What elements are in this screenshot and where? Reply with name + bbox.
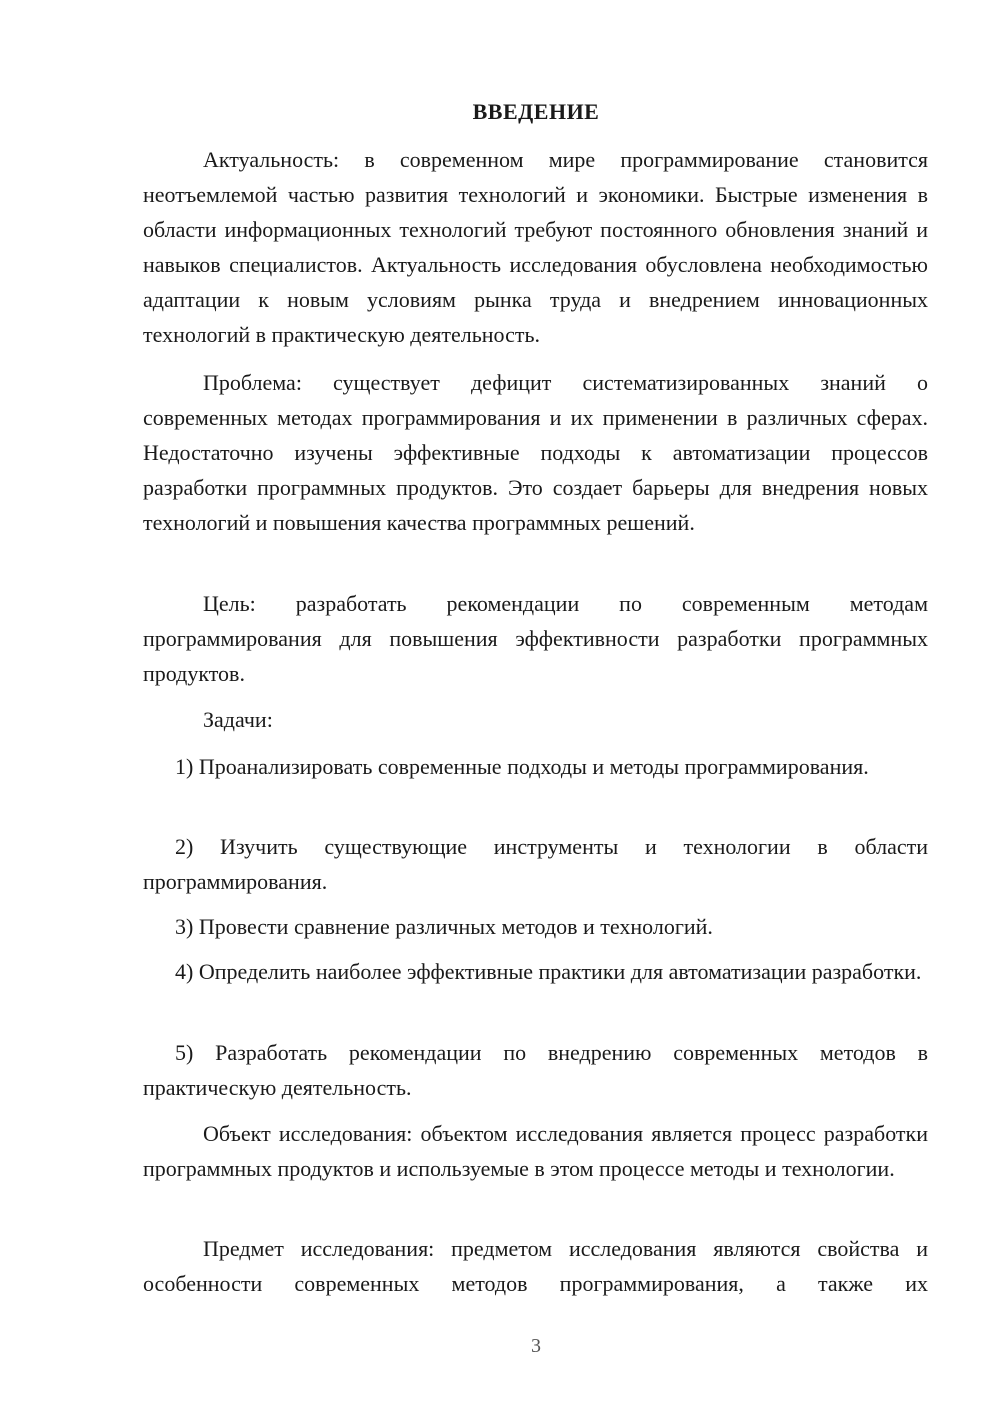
section-title: ВВЕДЕНИЕ — [472, 99, 600, 124]
task-item-1-block — [143, 749, 928, 784]
tasks-heading-block — [143, 702, 928, 737]
task-item-5: 5) Разработать рекомендации по внедрению современных методов в практическую деятельность. — [143, 1040, 928, 1100]
goal-block — [143, 586, 928, 691]
tasks-heading: Задачи: — [203, 707, 273, 732]
problem-paragraph: Проблема: существует дефицит систематизированных знаний о современных методах программирования и их применении в различных сферах. Недостаточно изучены эффективные подходы к автоматизации процессов разработки программных продуктов. Это создает барьеры для внедрения новых технологий и повышения качества программных решений. — [143, 370, 928, 535]
task-item-3-block — [143, 909, 928, 944]
object-block — [143, 1116, 928, 1186]
relevance-block — [143, 142, 928, 352]
task-item-2: 2) Изучить существующие инструменты и технологии в области программирования. — [143, 834, 928, 894]
task-item-5-block — [143, 1035, 928, 1105]
task-item-1: 1) Проанализировать современные подходы и методы программирования. — [175, 754, 869, 779]
task-item-4: 4) Определить наиболее эффективные практики для автоматизации разработки. — [175, 959, 922, 984]
goal-paragraph: Цель: разработать рекомендации по современным методам программирования для повышения эффективности разработки программных продуктов. — [143, 591, 928, 686]
task-item-2-block — [143, 829, 928, 899]
task-item-3: 3) Провести сравнение различных методов и технологий. — [175, 914, 713, 939]
relevance-paragraph: Актуальность: в современном мире программирование становится неотъемлемой частью развития технологий и экономики. Быстрые изменения в области информационных технологий требуют постоянного обновления знаний и навыков специалистов. Актуальность исследования обусловлена необходимостью адаптации к новым условиям рынка труда и внедрением инновационных технологий в практическую деятельность. — [143, 147, 928, 347]
object-paragraph: Объект исследования: объектом исследования является процесс разработки программных продуктов и используемые в этом процессе методы и технологии. — [143, 1121, 928, 1181]
page-number: 3 — [531, 1335, 541, 1357]
subject-paragraph: Предмет исследования: предметом исследования являются свойства и особенности современных методов программирования, а также их — [143, 1236, 928, 1296]
task-item-4-block — [143, 954, 928, 989]
problem-block — [143, 365, 928, 540]
subject-block — [143, 1231, 928, 1301]
